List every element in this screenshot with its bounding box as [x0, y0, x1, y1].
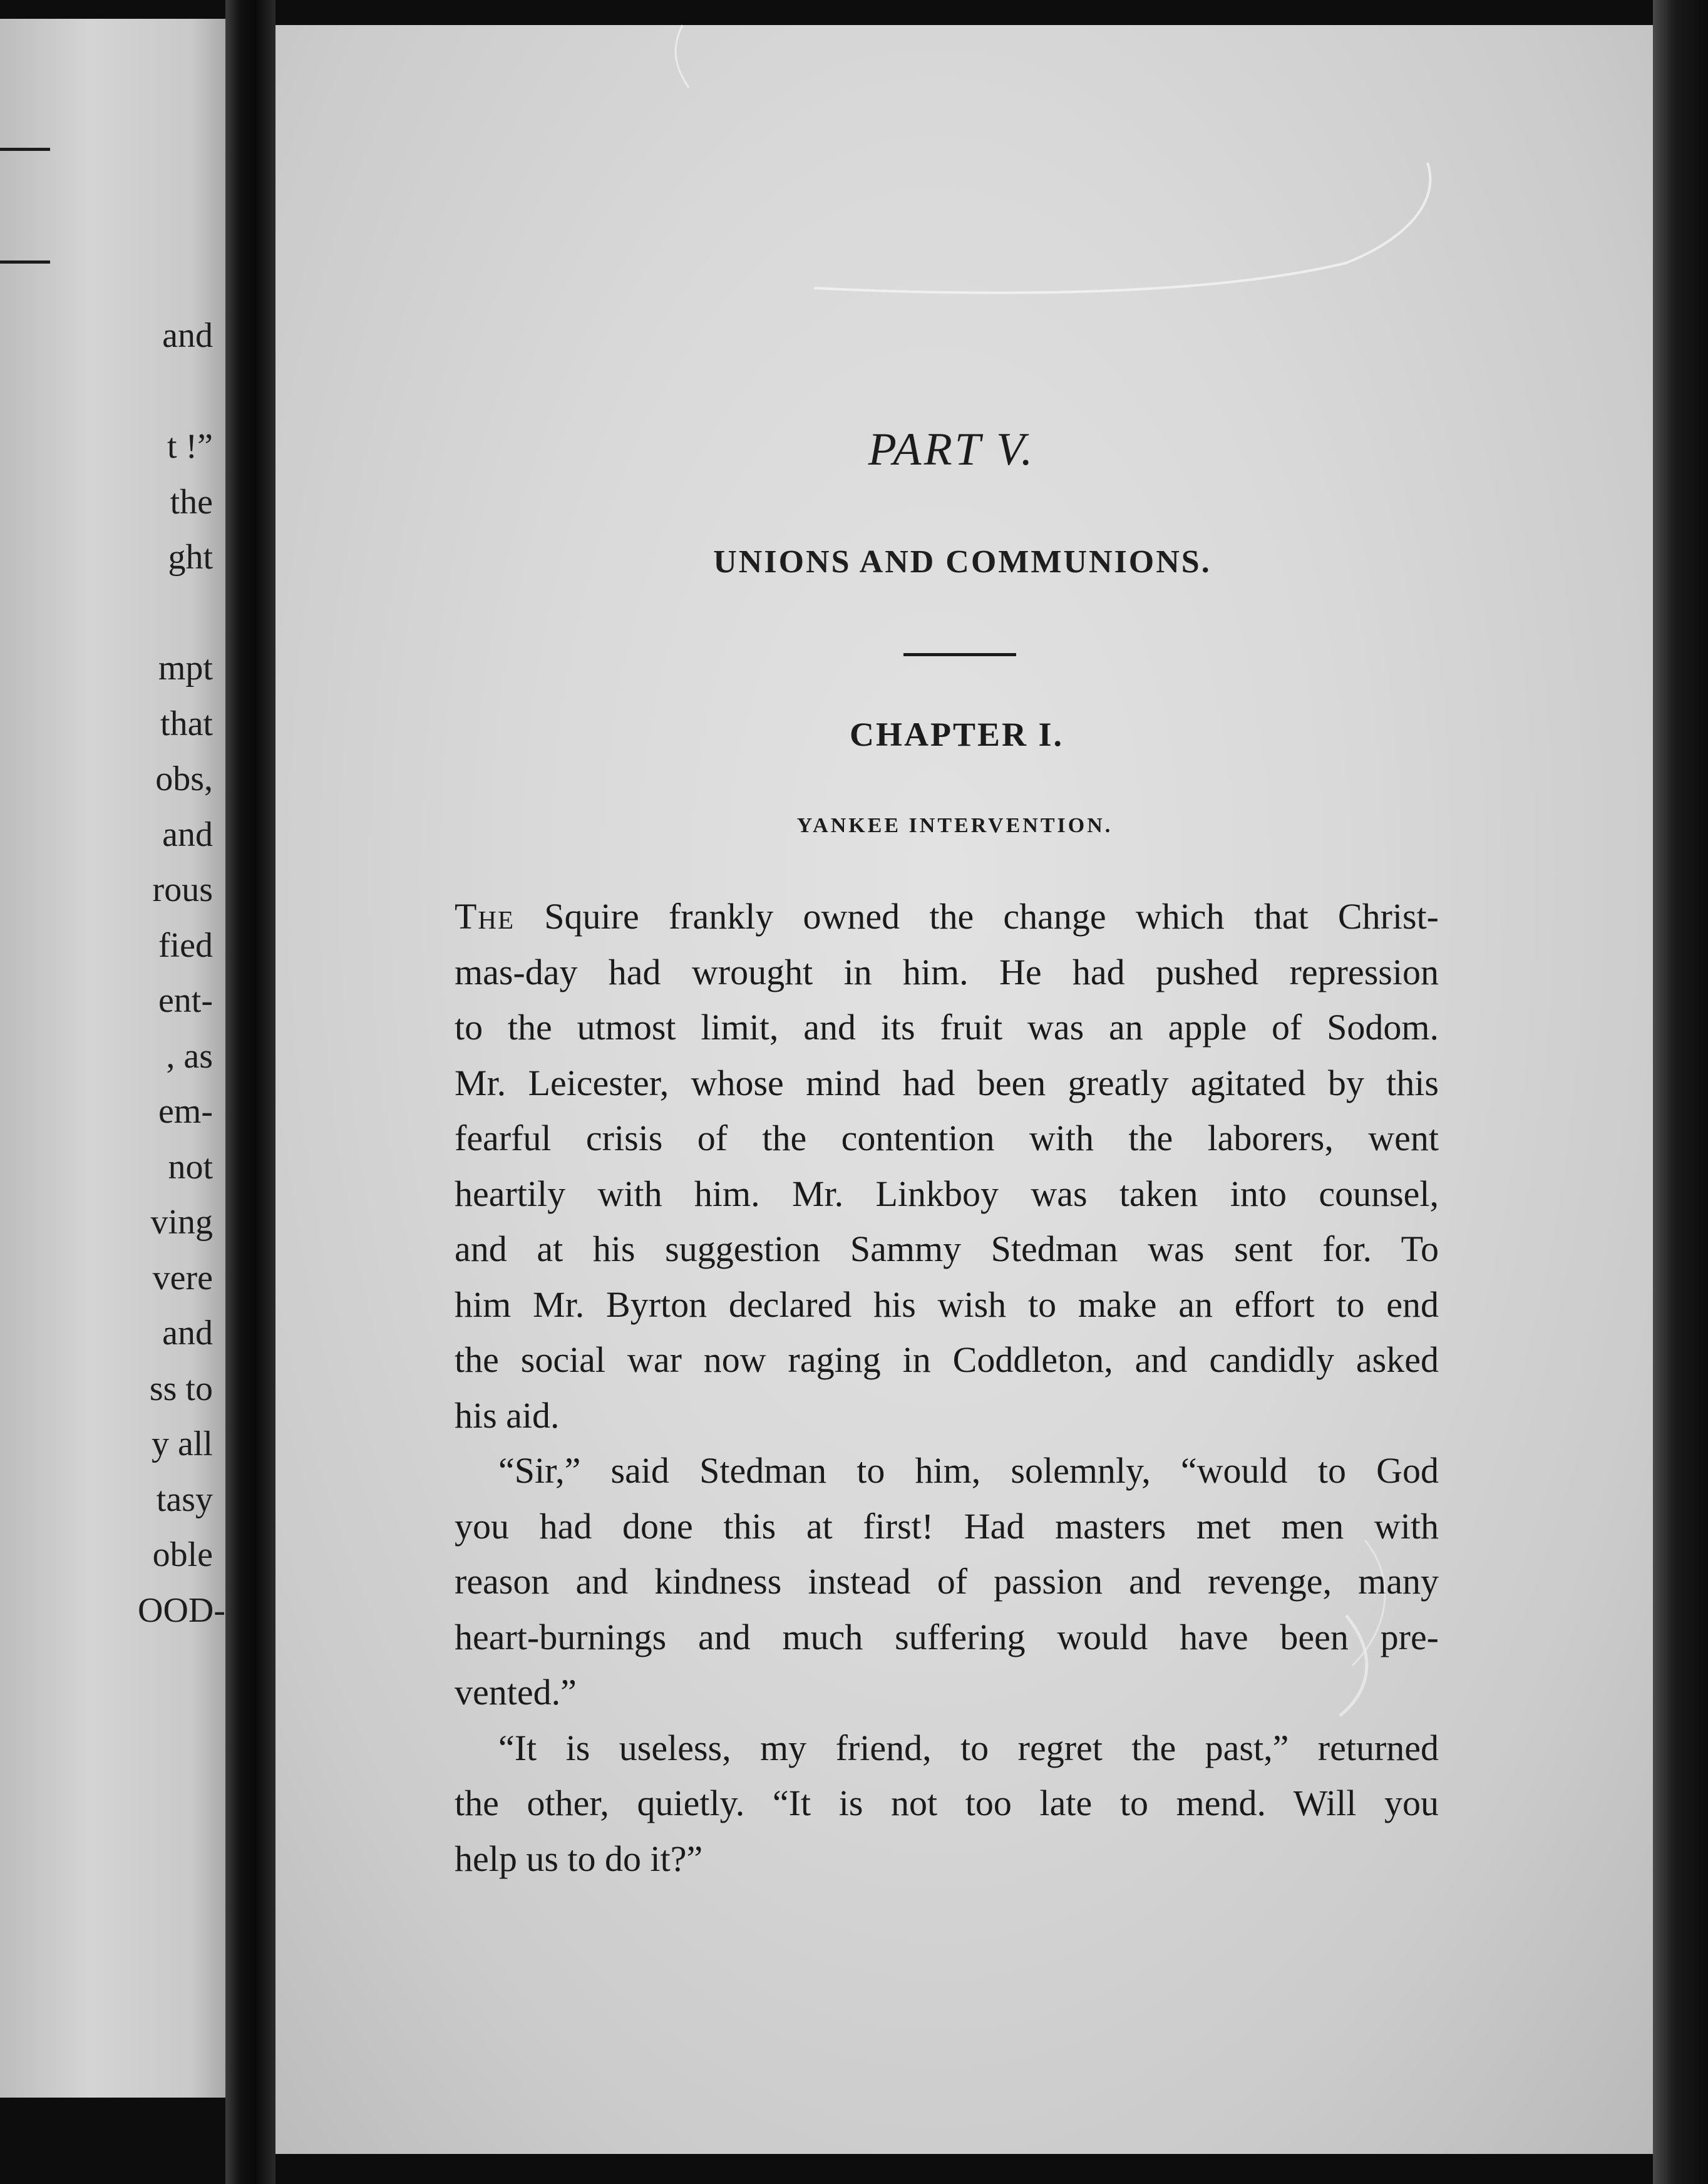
- left-page-rule-bottom: [0, 260, 50, 264]
- text-line-content: Squire frankly owned the change which that Christ-: [515, 896, 1439, 937]
- text-line: and at his suggestion Sammy Stedman was sent for. To: [455, 1228, 1439, 1269]
- left-fragment: OOD-: [138, 1590, 225, 1630]
- left-fragment: vere: [152, 1258, 213, 1297]
- text-line: vented.”: [455, 1672, 577, 1713]
- part-title: PART V.: [868, 424, 1036, 475]
- left-fragment: em-: [158, 1092, 213, 1131]
- left-fragment: ss to: [149, 1369, 213, 1408]
- text-line: the social war now raging in Coddleton, and candidly asked: [455, 1339, 1439, 1380]
- left-fragment: and: [162, 316, 213, 355]
- chapter-body: [455, 889, 1439, 1887]
- text-line: Mr. Leicester, whose mind had been greatly agitated by this: [455, 1062, 1439, 1103]
- text-line: heartily with him. Mr. Linkboy was taken into counsel,: [455, 1173, 1439, 1214]
- right-page-edge: [1653, 0, 1708, 2184]
- left-fragment: ght: [168, 538, 213, 577]
- left-fragment: fied: [158, 925, 213, 965]
- text-line: the other, quietly. “It is not too late to mend. Will you: [455, 1783, 1439, 1823]
- chapter-subtitle: YANKEE INTERVENTION.: [796, 814, 1113, 837]
- left-fragment: and: [162, 1314, 213, 1352]
- left-fragment: rous: [152, 870, 213, 909]
- book-gutter: [225, 0, 275, 2184]
- left-fragment: t !”: [167, 427, 213, 466]
- text-line: help us to do it?”: [455, 1838, 703, 1879]
- left-page: [0, 19, 225, 2098]
- left-fragment: not: [168, 1147, 213, 1187]
- text-line: “It is useless, my friend, to regret the past,” returned: [498, 1727, 1439, 1768]
- left-fragment: tasy: [156, 1480, 213, 1519]
- left-fragment: the: [170, 482, 213, 522]
- left-fragment: and: [162, 815, 213, 854]
- text-line: heart-burnings and much suffering would have been pre-: [455, 1616, 1439, 1657]
- part-subtitle: UNIONS AND COMMUNIONS.: [713, 544, 1212, 580]
- opening-word: The: [455, 896, 515, 937]
- section-rule: [903, 653, 1016, 656]
- text-line: his aid.: [455, 1394, 560, 1436]
- left-fragment: mpt: [158, 649, 213, 688]
- text-line: you had done this at first! Had masters met men with: [455, 1505, 1439, 1547]
- left-fragment: [0, 364, 61, 420]
- text-line: [455, 889, 1439, 945]
- left-fragment: ent-: [158, 981, 213, 1020]
- left-page-rule-top: [0, 148, 50, 151]
- text-line: fearful crisis of the contention with the laborers, went: [455, 1118, 1439, 1158]
- text-line: mas-day had wrought in him. He had pushed repression: [455, 951, 1439, 992]
- text-line: him Mr. Byrton declared his wish to make an effort to end: [455, 1284, 1439, 1325]
- left-fragment: obs,: [155, 760, 213, 798]
- left-fragment: [0, 585, 61, 641]
- text-line: reason and kindness instead of passion and revenge, many: [455, 1561, 1439, 1602]
- left-fragment: y all: [152, 1424, 213, 1463]
- left-fragment: , as: [166, 1036, 213, 1076]
- left-page-text-fragments: [0, 308, 225, 1638]
- chapter-title: CHAPTER I.: [849, 716, 1064, 753]
- text-line: “Sir,” said Stedman to him, solemnly, “would to God: [498, 1450, 1439, 1491]
- left-fragment: oble: [152, 1535, 213, 1574]
- text-line: to the utmost limit, and its fruit was an apple of Sodom.: [455, 1007, 1439, 1048]
- left-fragment: that: [160, 704, 213, 743]
- left-fragment: ving: [150, 1203, 213, 1242]
